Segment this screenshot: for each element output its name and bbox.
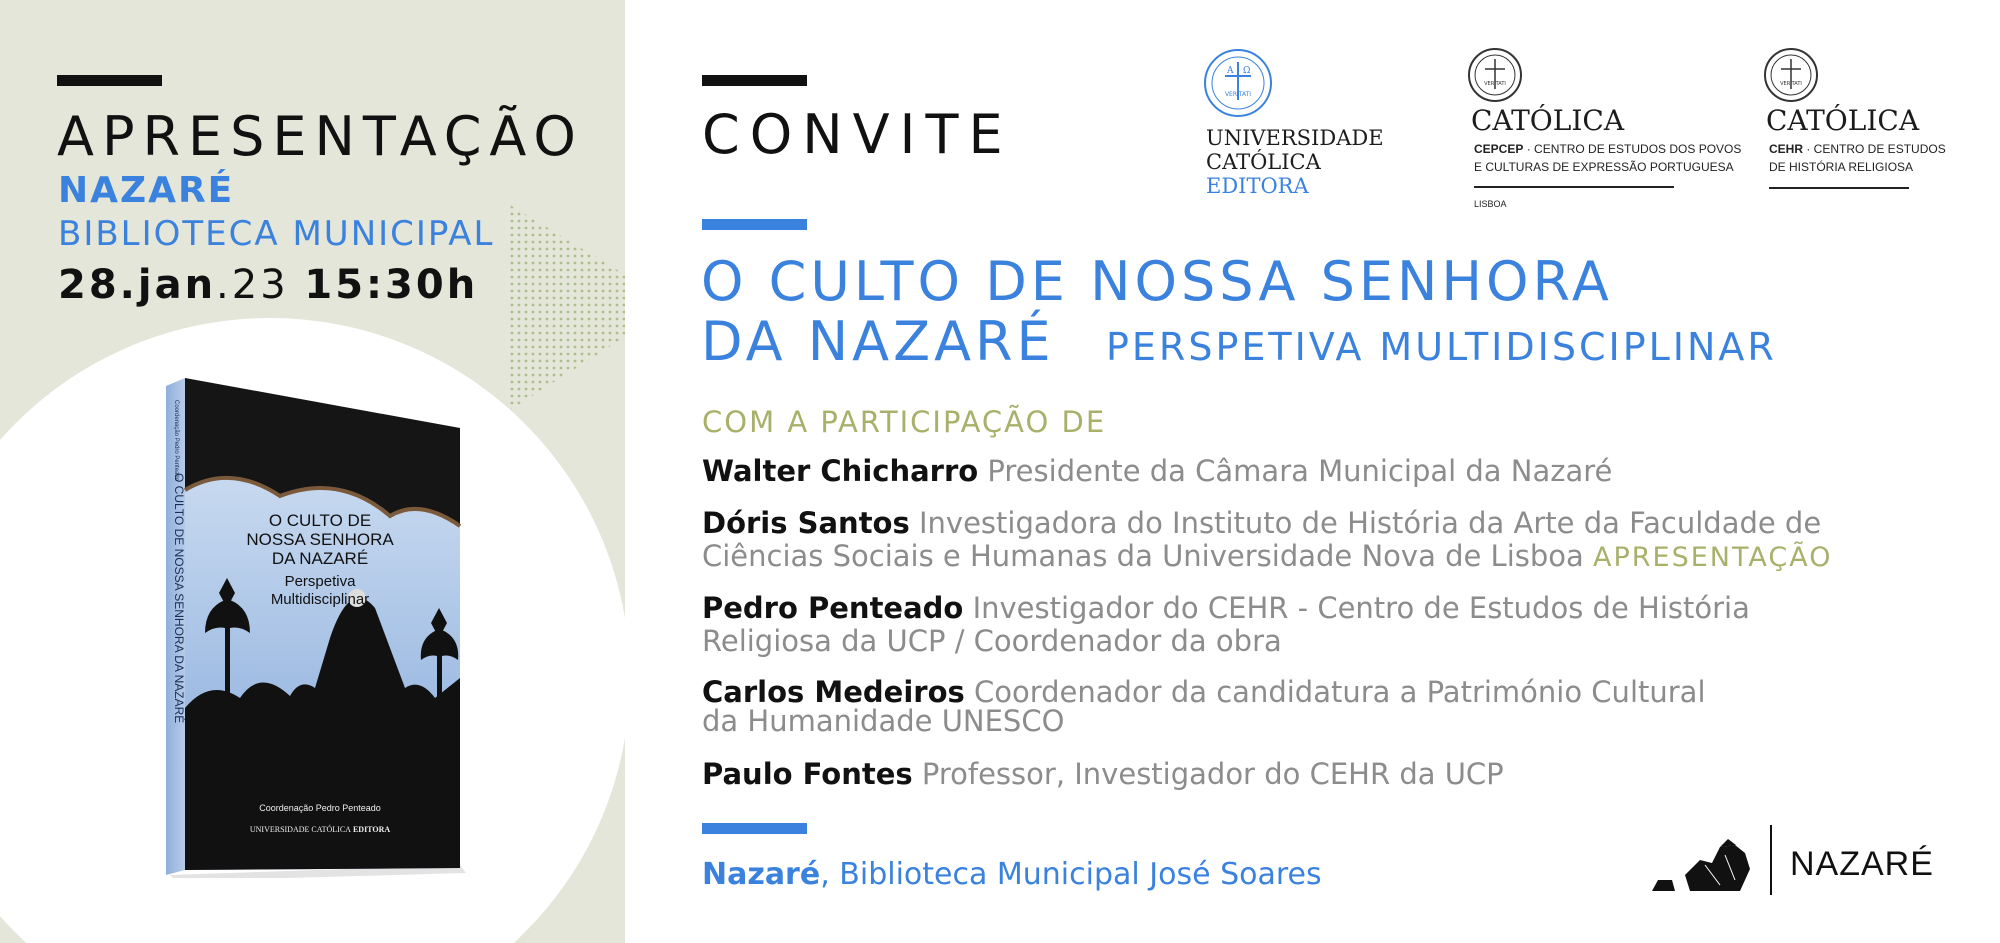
book-subtitle-line: Perspetiva <box>284 573 356 590</box>
participant-role: Ciências Sociais e Humanas da Universidade Nova de Lisboa <box>702 539 1584 573</box>
uce-logo-line3: EDITORA <box>1206 174 1309 198</box>
participant-pedro <box>702 592 1750 658</box>
participant-doris <box>702 507 1832 574</box>
participant-role: Coordenador da candidatura a Património Cultural <box>973 675 1706 709</box>
cepcep-desc-line1: CEPCEP · CENTRO DE ESTUDOS DOS POVOS <box>1474 142 1742 156</box>
cepcep-underline <box>1474 186 1674 188</box>
invite-label: CONVITE <box>702 103 1013 166</box>
footer-venue: , Biblioteca Municipal José Soares <box>820 857 1322 892</box>
svg-text:Ω: Ω <box>1243 66 1251 76</box>
event-title-line2: DA NAZARÉ <box>701 310 1055 373</box>
date-regular: .23 <box>216 262 305 308</box>
cehr-underline <box>1769 187 1909 189</box>
participant-role: Religiosa da UCP / Coordenador da obra <box>702 624 1282 658</box>
book-subtitle-line: Multidisciplinar <box>270 591 370 608</box>
footer-city: Nazaré <box>702 857 821 892</box>
participation-heading: COM A PARTICIPAÇÃO DE <box>702 405 1107 439</box>
participant-paulo <box>702 758 1504 791</box>
event-date-time <box>58 262 478 308</box>
date-bold: 28.jan <box>58 262 217 308</box>
cepcep-city: LISBOA <box>1474 199 1507 209</box>
left-city: NAZARÉ <box>58 170 235 211</box>
left-accent-bar <box>57 75 162 86</box>
cehr-seal-logo <box>1763 47 1819 103</box>
uce-logo-line1: UNIVERSIDADE <box>1206 126 1384 150</box>
time: 15:30h <box>304 262 479 308</box>
event-title-line1: O CULTO DE NOSSA SENHORA <box>701 250 1613 313</box>
left-venue: BIBLIOTECA MUNICIPAL <box>58 214 495 254</box>
participant-role: Professor, Investigador do CEHR da UCP <box>921 757 1504 791</box>
participant-tag: APRESENTAÇÃO <box>1593 542 1833 573</box>
participant-name: Paulo Fontes <box>702 757 913 791</box>
svg-text:VERITATI: VERITATI <box>1224 91 1252 98</box>
book-cover-image <box>150 378 480 878</box>
cehr-desc-line1: CEHR · CENTRO DE ESTUDOS <box>1769 142 1946 156</box>
book-title-line: O CULTO DE <box>268 511 372 530</box>
svg-text:A: A <box>1227 66 1234 76</box>
cehr-desc-line2: DE HISTÓRIA RELIGIOSA <box>1769 160 1914 174</box>
book-publisher: UNIVERSIDADE CATÓLICA EDITORA <box>249 825 391 834</box>
participant-role: Presidente da Câmara Municipal da Nazaré <box>987 454 1613 488</box>
nazare-municipal-logo <box>1650 825 1780 895</box>
book-coordination: Coordenação Pedro Penteado <box>259 803 381 813</box>
participant-name: Pedro Penteado <box>702 591 964 625</box>
book-title-line: NOSSA SENHORA <box>246 530 394 549</box>
cehr-brand: CATÓLICA <box>1766 104 1920 137</box>
participant-role: Investigador do CEHR - Centro de Estudos de História <box>972 591 1750 625</box>
participant-walter <box>702 455 1612 488</box>
footer-accent-bar <box>702 823 807 834</box>
participant-name: Carlos Medeiros <box>702 675 965 709</box>
footer-location <box>702 857 1322 892</box>
nazare-logo-label: NAZARÉ <box>1790 845 1934 883</box>
event-subtitle: PERSPETIVA MULTIDISCIPLINAR <box>1106 325 1777 369</box>
cepcep-desc-line2: E CULTURAS DE EXPRESSÃO PORTUGUESA <box>1474 160 1734 174</box>
book-spine-coordinator: Coordenação Pedro Penteado <box>173 400 179 482</box>
cepcep-seal-logo <box>1467 47 1523 103</box>
participant-role: da Humanidade UNESCO <box>702 704 1065 738</box>
left-heading: APRESENTAÇÃO <box>57 105 584 168</box>
uce-logo-line2: CATÓLICA <box>1206 150 1321 174</box>
uce-seal-logo <box>1203 48 1273 118</box>
cepcep-brand: CATÓLICA <box>1471 104 1625 137</box>
participant-name: Dóris Santos <box>702 506 910 540</box>
book-title-line: DA NAZARÉ <box>271 549 369 568</box>
dot-pattern-triangle <box>510 205 625 415</box>
convite-accent-bar <box>702 75 807 86</box>
participant-carlos <box>702 675 1706 738</box>
participant-role: Investigadora do Instituto de História da Arte da Faculdade de <box>918 506 1822 540</box>
book-spine-title: O CULTO DE NOSSA SENHORA DA NAZARÉ <box>172 473 186 724</box>
title-accent-bar <box>702 219 807 230</box>
participant-name: Walter Chicharro <box>702 454 979 488</box>
svg-text:VERITATI: VERITATI <box>1780 81 1802 87</box>
svg-text:VERITATI: VERITATI <box>1484 81 1506 87</box>
